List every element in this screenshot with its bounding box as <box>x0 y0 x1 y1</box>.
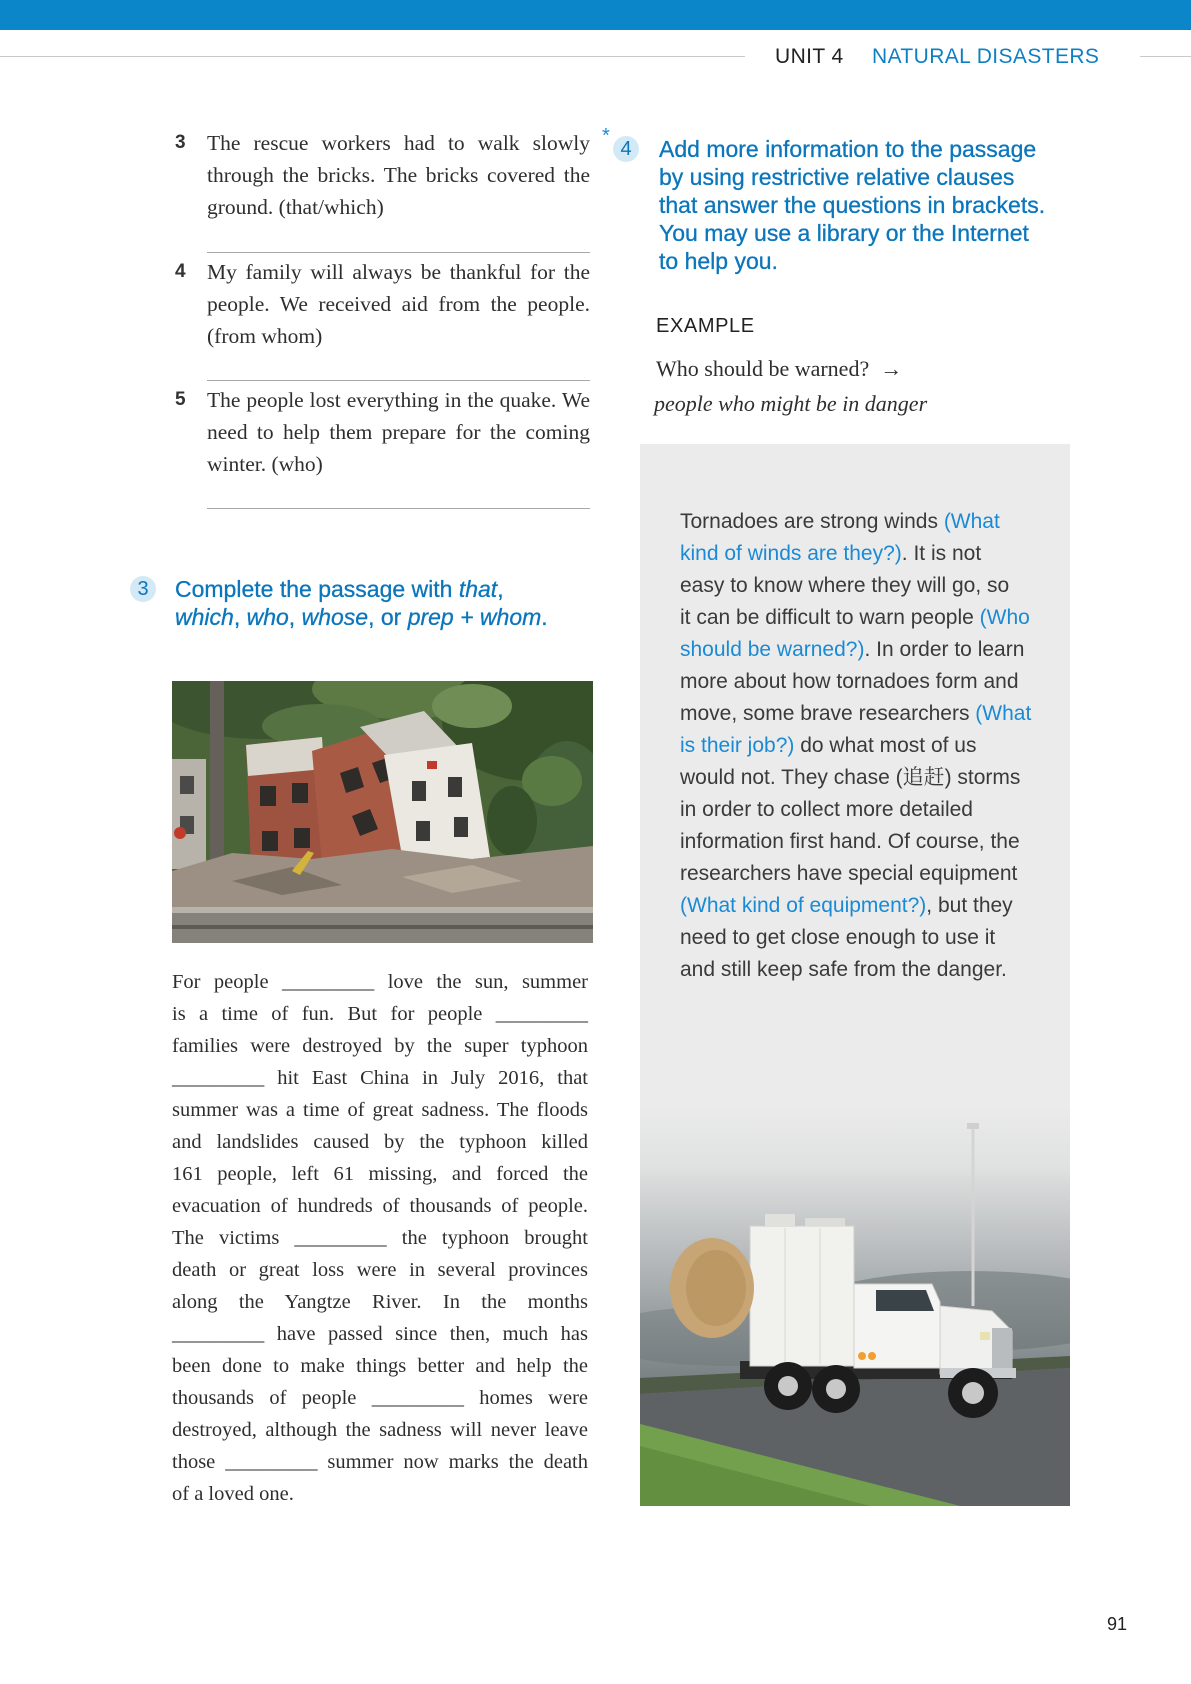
heading-line: that answer the questions in brackets. <box>659 192 1046 218</box>
heading-keyword: which <box>175 604 234 630</box>
passage-text: . In order to learn <box>864 638 1025 661</box>
item-line: The people lost everything in the quake. We <box>207 388 590 412</box>
rewrite-item <box>207 384 590 480</box>
bracket-question: should be warned?) <box>680 638 865 661</box>
answer-line <box>207 252 590 253</box>
passage-line <box>680 698 1060 730</box>
item-line: The rescue workers had to walk slowly <box>207 131 590 155</box>
passage-text: easy to know where they will go, so <box>680 574 1010 597</box>
passage-line: death or great loss were in several provinces <box>172 1259 588 1281</box>
bracket-question: is their job?) <box>680 734 795 757</box>
example-label: EXAMPLE <box>656 315 755 337</box>
passage-line: For people _________ love the sun, summer <box>172 971 588 993</box>
heading-text: , <box>233 604 247 630</box>
heading-keyword: that <box>458 576 498 602</box>
passage-text: and still keep safe from the danger. <box>680 958 1007 981</box>
passage-line: of a loved one. <box>172 1483 294 1505</box>
challenge-star-marker: * <box>602 125 610 147</box>
bracket-question: (What kind of equipment?) <box>680 894 927 917</box>
heading-line: by using restrictive relative clauses <box>659 164 1015 190</box>
passage-line <box>680 602 1060 634</box>
passage-text: . It is not <box>901 542 982 565</box>
heading-keyword: who <box>246 604 289 630</box>
answer-line <box>207 380 590 381</box>
passage-text: it can be difficult to warn people <box>680 606 980 629</box>
heading-text: , <box>497 576 504 602</box>
heading-text: , <box>288 604 302 630</box>
heading-keyword: prep + whom <box>407 604 542 630</box>
passage-line <box>680 826 1060 858</box>
item-line: ground. (that/which) <box>207 195 384 219</box>
heading-text: Complete the passage with <box>175 576 459 602</box>
bracket-question: (What <box>943 510 1000 533</box>
passage-text: Tornadoes are strong winds <box>680 510 944 533</box>
passage-line <box>680 858 1060 890</box>
passage-line: summer was a time of great sadness. The floods <box>172 1099 588 1121</box>
bracket-question: kind of winds are they?) <box>680 542 902 565</box>
item-line: through the bricks. The bricks covered the <box>207 163 590 187</box>
passage-line <box>680 634 1060 666</box>
passage-line <box>680 506 1060 538</box>
exercise-heading <box>175 575 548 631</box>
heading-line: You may use a library or the Internet <box>659 220 1029 246</box>
exercise-number-badge: 4 <box>613 136 639 162</box>
passage-text: move, some brave researchers <box>680 702 976 725</box>
item-number: 4 <box>175 261 186 282</box>
passage-line <box>680 730 1060 762</box>
passage-line: been done to make things better and help the <box>172 1355 588 1377</box>
page-number: 91 <box>1107 1614 1128 1634</box>
example-question <box>656 353 902 385</box>
passage-line: The victims _________ the typhoon brought <box>172 1227 588 1249</box>
passage-line <box>680 666 1060 698</box>
unit-label: UNIT 4 <box>775 45 844 68</box>
passage-line: destroyed, although the sadness will never leave <box>172 1419 588 1441</box>
passage-line: _________ hit East China in July 2016, that <box>172 1067 588 1089</box>
passage-text: would not. They chase (追赶) storms <box>680 766 1021 789</box>
passage-line: 161 people, left 61 missing, and forced the <box>172 1163 588 1185</box>
passage-line: along the Yangtze River. In the months <box>172 1291 588 1313</box>
passage-text: in order to collect more detailed <box>680 798 973 821</box>
heading-line <box>175 603 548 631</box>
header-rule-right <box>1140 56 1191 57</box>
passage-line <box>680 538 1060 570</box>
passage-text: need to get close enough to use it <box>680 926 996 949</box>
passage-line <box>680 762 1060 794</box>
heading-text: , or <box>368 604 408 630</box>
passage-text: more about how tornadoes form and <box>680 670 1019 693</box>
passage-line <box>680 922 1060 954</box>
passage-line <box>680 794 1060 826</box>
passage-line <box>680 954 1060 986</box>
collapsed-building-photo <box>172 681 593 943</box>
rewrite-item <box>207 256 590 352</box>
passage-exercise-3 <box>172 966 588 1510</box>
bracket-question: (Who <box>979 606 1030 629</box>
unit-title: NATURAL DISASTERS <box>872 45 1100 68</box>
heading-line: Add more information to the passage <box>659 136 1037 162</box>
passage-line <box>680 570 1060 602</box>
example-question-text: Who should be warned? <box>656 356 870 381</box>
exercise-number-badge: 3 <box>130 576 156 602</box>
heading-text: . <box>541 604 548 630</box>
item-number: 5 <box>175 389 186 410</box>
answer-line <box>207 508 590 509</box>
passage-line: thousands of people _________ homes were <box>172 1387 588 1409</box>
item-line: (from whom) <box>207 324 323 348</box>
rewrite-item <box>207 127 590 223</box>
bracket-question: (What <box>975 702 1032 725</box>
heading-line: to help you. <box>659 248 778 274</box>
passage-line: is a time of fun. But for people _________ <box>172 1003 588 1025</box>
passage-line: those _________ summer now marks the death <box>172 1451 588 1473</box>
passage-line: and landslides caused by the typhoon killed <box>172 1131 588 1153</box>
item-line: need to help them prepare for the coming <box>207 420 590 444</box>
passage-text: information first hand. Of course, the <box>680 830 1020 853</box>
item-line: winter. (who) <box>207 452 323 476</box>
item-line: people. We received aid from the people. <box>207 292 590 316</box>
top-color-bar <box>0 0 1191 30</box>
item-number: 3 <box>175 132 186 153</box>
passage-line <box>680 890 1060 922</box>
passage-line: evacuation of hundreds of thousands of people. <box>172 1195 588 1217</box>
example-answer: people who might be in danger <box>654 391 928 416</box>
exercise-heading <box>659 135 1045 275</box>
item-line: My family will always be thankful for the <box>207 260 590 284</box>
passage-text: do what most of us <box>794 734 977 757</box>
passage-text: researchers have special equipment <box>680 862 1018 885</box>
passage-text: , but they <box>926 894 1013 917</box>
right-arrow-icon: → <box>880 356 903 381</box>
heading-line <box>175 575 548 603</box>
storm-chasing-truck-photo <box>640 1106 1070 1506</box>
passage-line: _________ have passed since then, much has <box>172 1323 588 1345</box>
passage-line: families were destroyed by the super typhoon <box>172 1035 588 1057</box>
heading-keyword: whose <box>301 604 369 630</box>
header-rule-left <box>0 56 745 57</box>
passage-exercise-4 <box>680 506 1060 986</box>
